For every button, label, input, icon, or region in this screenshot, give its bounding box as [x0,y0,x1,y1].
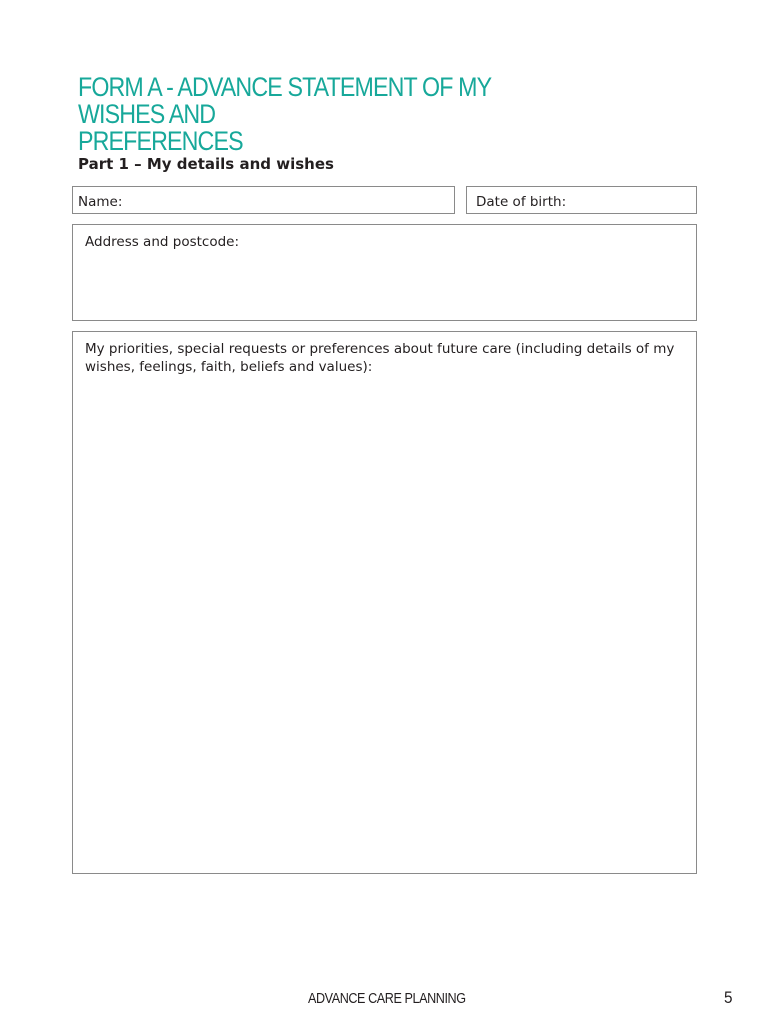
footer-title: ADVANCE CARE PLANNING [308,990,466,1007]
date-of-birth-field[interactable] [466,186,697,214]
name-field[interactable] [72,186,455,214]
address-postcode-label: Address and postcode: [85,234,240,250]
address-postcode-field[interactable] [72,224,697,321]
date-of-birth-label: Date of birth: [476,194,567,210]
form-title: FORM A - ADVANCE STATEMENT OF MY WISHES AND PREFERENCES [78,72,491,156]
section-heading: Part 1 – My details and wishes [78,155,334,173]
name-label: Name: [78,194,123,210]
wishes-preferences-field[interactable] [72,331,697,874]
page-number: 5 [724,988,733,1007]
wishes-preferences-label: My priorities, special requests or preferences about future care (including details of my wishes, feelings, faith, beliefs and values): [85,341,675,375]
